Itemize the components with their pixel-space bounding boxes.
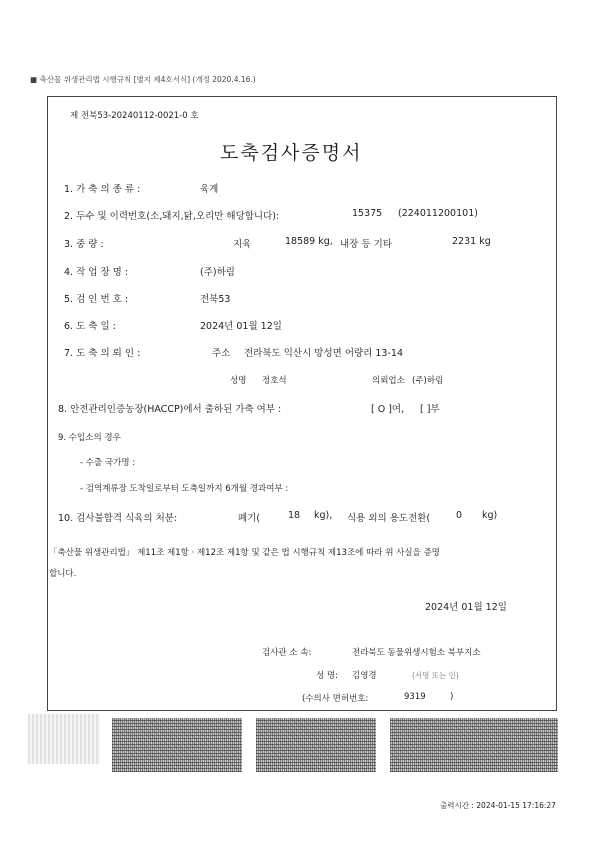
head-count-value: 15375 — [352, 208, 383, 219]
offal-weight: 2231 kg — [452, 236, 491, 247]
requester-label: 7. 도 축 의 뢰 인 : — [64, 348, 141, 359]
verification-pattern-2 — [256, 718, 376, 772]
slaughter-date-value: 2024년 01월 12일 — [200, 321, 282, 332]
requester-name-label: 성명 — [230, 376, 247, 386]
license-number: 9319 — [404, 692, 426, 702]
discard-unit: kg), — [314, 510, 333, 521]
carcass-weight: 18589 kg, — [285, 236, 333, 247]
watermark-logo — [28, 714, 100, 764]
requester-address: 전라북도 익산시 망성면 어량리 13-14 — [244, 348, 403, 359]
print-time: 출력시간 : 2024-01-15 17:16:27 — [440, 801, 556, 810]
quarantine-period-label: - 검역계류장 도착일로부터 도축일까지 6개월 경과여부 : — [80, 484, 289, 494]
trace-number: (224011200101) — [398, 208, 478, 219]
slaughterhouse-value: (주)하림 — [200, 267, 235, 278]
discard-label: 폐기( — [238, 513, 261, 524]
head-count-label: 2. 두수 및 이력번호(소,돼지,닭,오리만 해당합니다): — [64, 211, 280, 222]
inspection-number-value: 전북53 — [200, 294, 231, 305]
statement-line2: 합니다. — [49, 569, 77, 579]
license-close: ) — [450, 692, 454, 702]
requester-address-label: 주소 — [212, 348, 231, 359]
export-country-label: - 수출 국가명 : — [80, 458, 136, 468]
client-value: (주)하림 — [412, 376, 444, 386]
slaughterhouse-label: 4. 작 업 장 명 : — [64, 267, 129, 278]
page-title: 도축검사증명서 — [220, 142, 363, 164]
disposal-label: 10. 검사불합격 식육의 처분: — [58, 513, 178, 524]
inspector-name-label: 성 명: — [316, 671, 338, 681]
weight-label: 3. 중 량 : — [64, 239, 104, 250]
client-label: 의뢰업소 — [372, 376, 405, 386]
offal-label: 내장 등 기타 — [340, 239, 392, 250]
import-case-label: 9. 수입소의 경우 — [58, 433, 121, 443]
issue-date: 2024년 01월 12일 — [425, 602, 507, 613]
haccp-no: [ ]부 — [420, 404, 440, 415]
verification-pattern-3 — [390, 718, 558, 772]
haccp-yes: [ O ]여, — [371, 404, 405, 415]
livestock-type-label: 1. 가 축 의 종 류 : — [64, 184, 141, 195]
livestock-type-value: 육계 — [200, 184, 219, 195]
inspector-affiliation-label: 검사관 소 속: — [262, 648, 312, 658]
other-use-value: 0 — [456, 510, 463, 521]
form-header-note: ■ 축산물 위생관리법 시행규칙 [별지 제4호서식] (개정 2020.4.16.) — [30, 75, 256, 84]
inspector-affiliation: 전라북도 동물위생시험소 북부지소 — [352, 648, 481, 658]
inspector-name: 김영경 — [352, 671, 377, 681]
license-label: (수의사 면허번호: — [302, 694, 369, 704]
carcass-label: 지육 — [233, 239, 252, 250]
other-use-unit: kg) — [482, 510, 498, 521]
document-number: 제 전북53-20240112-0021-0 호 — [70, 111, 199, 121]
inspection-number-label: 5. 검 인 번 호 : — [64, 294, 129, 305]
other-use-label: 식용 외의 용도전환( — [347, 513, 431, 524]
requester-name: 정호석 — [262, 376, 287, 386]
slaughter-date-label: 6. 도 축 일 : — [64, 321, 116, 332]
discard-value: 18 — [288, 510, 301, 521]
signature-stamp: (서명 또는 인) — [412, 671, 459, 680]
statement-line1: 「축산물 위생관리법」 제11조 제1항 · 제12조 제1항 및 같은 법 시행규칙 제13조에 따라 위 사실을 증명 — [49, 548, 440, 558]
verification-pattern-1 — [112, 718, 242, 772]
haccp-label: 8. 안전관리인증농장(HACCP)에서 출하된 가축 여부 : — [58, 404, 282, 415]
